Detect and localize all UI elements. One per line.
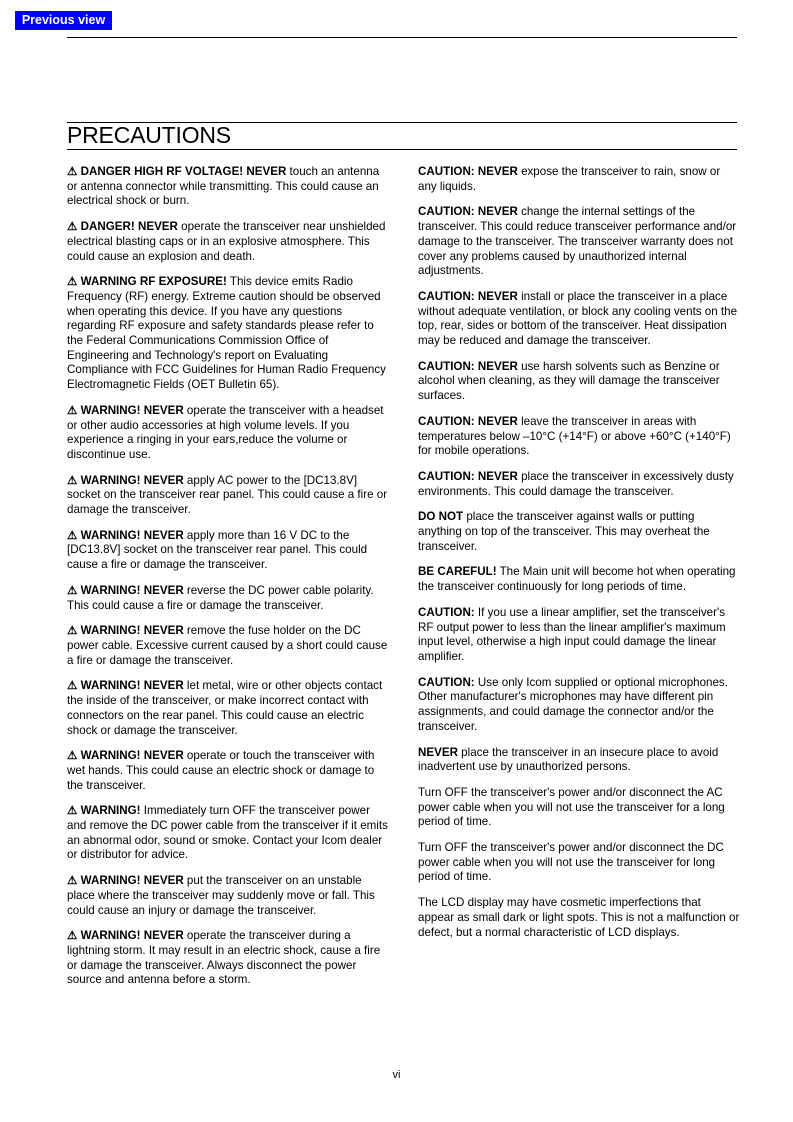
precaution-item: ⚠ WARNING! Immediately turn OFF the transceiver power and remove the DC power cable from the transceiver if it emits an abnormal odor, sound or smoke. Contact your Icom dealer or distributor for advice. — [67, 804, 388, 862]
precaution-item: ⚠ WARNING! NEVER remove the fuse holder on the DC power cable. Excessive current caused by a short could cause a fire or damage the transceiver. — [67, 624, 388, 667]
precaution-item: ⚠ WARNING! NEVER put the transceiver on an unstable place where the transceiver may suddenly move or fall. This could cause an injury or damage the transceiver. — [67, 874, 375, 917]
precaution-item: CAUTION: Use only Icom supplied or optional microphones. Other manufacturer's microphones may have different pin assignments, and could damage the connector and/or the transceiver. — [418, 675, 728, 733]
precaution-item: ⚠ WARNING! NEVER apply more than 16 V DC to the [DC13.8V] socket on the transceiver rear panel. This could cause a fire or damage the transceiver. — [67, 528, 368, 572]
precaution-item: ⚠ WARNING! NEVER apply AC power to the [DC13.8V] socket on the transceiver rear panel. This could cause a fire or damage the transceiver. — [67, 473, 388, 517]
precaution-item: BE CAREFUL! The Main unit will become hot when operating the transceiver continuously for long periods of time. — [418, 565, 736, 594]
header-rule — [67, 37, 737, 38]
precaution-item: NEVER place the transceiver in an insecure place to avoid inadvertent use by unauthorized persons. — [418, 745, 719, 774]
precaution-item: ⚠ DANGER! NEVER operate the transceiver near unshielded electrical blasting caps or in an explosive atmosphere. This could cause an explosion and death. — [67, 220, 386, 263]
warning-triangle-icon: ⚠ — [67, 804, 78, 818]
warning-triangle-icon: ⚠ — [67, 749, 78, 763]
warning-triangle-icon: ⚠ — [67, 165, 78, 178]
precaution-item: CAUTION: NEVER expose the transceiver to rain, snow or any liquids. — [418, 165, 721, 193]
warning-triangle-icon: ⚠ — [67, 275, 78, 289]
precaution-item: CAUTION: NEVER place the transceiver in excessively dusty environments. This could damage the transceiver. — [418, 469, 734, 498]
title-rule-bottom — [67, 149, 737, 150]
warning-triangle-icon: ⚠ — [67, 528, 78, 542]
warning-triangle-icon: ⚠ — [67, 473, 78, 487]
precaution-item: ⚠ WARNING RF EXPOSURE! This device emits Radio Frequency (RF) energy. Extreme caution should be observed when operating this device. If you have any questions regarding RF exposure and safety standards please refer to the Federal Communications Commission Office of Engineering and Technology's report on Evaluating Compliance with FCC Guidelines for Human Radio Frequency Electromagnetic Fields (OET Bulletin 65). — [67, 275, 386, 392]
warning-triangle-icon: ⚠ — [67, 403, 78, 417]
precaution-item: ⚠ WARNING! NEVER operate or touch the transceiver with wet hands. This could cause an electric shock or damage to the transceiver. — [67, 749, 375, 792]
precaution-item: The LCD display may have cosmetic imperfections that appear as small dark or light spots. This is not a malfunction or defect, but a normal characteristic of LCD displays. — [418, 896, 740, 939]
previous-view-button[interactable]: Previous view — [15, 11, 112, 30]
precaution-item: Turn OFF the transceiver's power and/or disconnect the DC power cable when you will not use the transceiver for long period of time. — [418, 841, 724, 884]
precaution-item: ⚠ WARNING! NEVER reverse the DC power cable polarity. This could cause a fire or damage the transceiver. — [67, 583, 374, 612]
precaution-item: DO NOT place the transceiver against walls or putting anything on top of the transceiver. This may overheat the transceiver. — [418, 510, 710, 553]
warning-triangle-icon: ⚠ — [67, 679, 78, 693]
precaution-item: CAUTION: NEVER use harsh solvents such as Benzine or alcohol when cleaning, as they will damage the transceiver surfaces. — [418, 359, 720, 403]
warning-triangle-icon: ⚠ — [67, 929, 78, 943]
page-number: vi — [392, 1069, 401, 1081]
precaution-item: ⚠ WARNING! NEVER operate the transceiver during a lightning storm. It may result in an electric shock, cause a fire or damage the transceiver. Always disconnect the power source and antenna before a storm. — [67, 929, 381, 987]
warning-triangle-icon: ⚠ — [67, 220, 78, 234]
precaution-item: ⚠ DANGER HIGH RF VOLTAGE! NEVER touch an antenna or antenna connector while transmitting. This could cause an electrical shock or burn. — [67, 165, 380, 208]
warning-triangle-icon: ⚠ — [67, 583, 78, 597]
precaution-item: CAUTION: NEVER install or place the transceiver in a place without adequate ventilation, or block any cooling vents on the top, rear, sides or bottom of the transceiver. Heat dissipation may be reduced and damage the transceiver. — [418, 289, 738, 348]
precaution-item: CAUTION: NEVER change the internal settings of the transceiver. This could reduce transceiver performance and/or damage to the transceiver. The transceiver warranty does not cover any problems caused by unauthorized internal adjustments. — [418, 205, 737, 278]
right-column — [418, 165, 740, 951]
precaution-item: CAUTION: If you use a linear amplifier, set the transceiver's RF output power to less than the linear amplifier's maximum input level, otherwise a high input could damage the linear amplifier. — [418, 605, 726, 663]
precaution-item: Turn OFF the transceiver's power and/or disconnect the AC power cable when you will not use the transceiver for a long period of time. — [418, 785, 725, 829]
left-column — [67, 165, 389, 999]
warning-triangle-icon: ⚠ — [67, 874, 78, 888]
page-title: PRECAUTIONS — [67, 122, 231, 148]
precaution-item: ⚠ WARNING! NEVER let metal, wire or other objects contact the inside of the transceiver, or make incorrect contact with connectors on the rear panel. This could cause an electric shock or damage the transceiver. — [67, 679, 383, 737]
precaution-item: CAUTION: NEVER leave the transceiver in areas with temperatures below –10°C (+14°F) or above +60°C (+140°F) for mobile operations. — [418, 414, 731, 458]
warning-triangle-icon: ⚠ — [67, 624, 78, 638]
precaution-item: ⚠ WARNING! NEVER operate the transceiver with a headset or other audio accessories at high volume levels. If you experience a ringing in your ears,reduce the volume or discontinue use. — [67, 403, 384, 461]
